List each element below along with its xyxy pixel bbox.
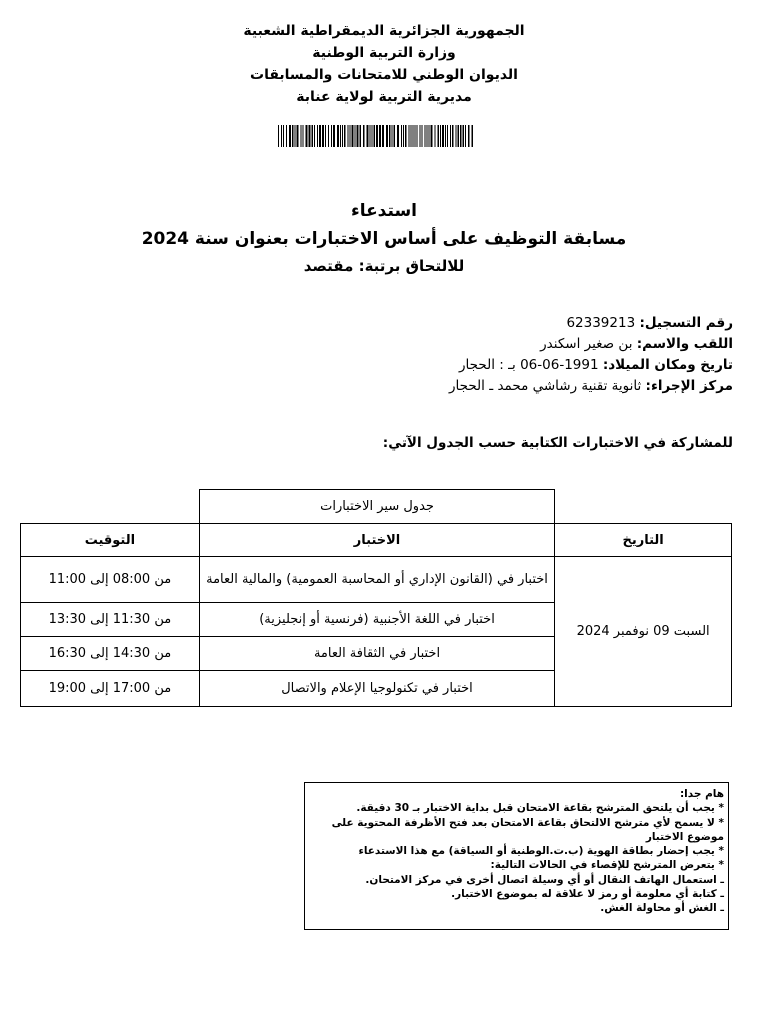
table-row (21, 557, 732, 603)
registration-value: 62339213 (566, 315, 636, 331)
center-label: مركز الإجراء: (645, 378, 733, 394)
name-row (233, 334, 733, 355)
candidate-info (233, 313, 733, 397)
name-value: بن صغير اسكندر (540, 336, 633, 352)
birth-label: تاريخ ومكان الميلاد: (602, 357, 733, 373)
column-header-exam: الاختبار (199, 524, 554, 557)
center-value: ثانوية تقنية رشاشي محمد ـ الحجار (449, 378, 642, 394)
header-line-4: مديرية التربية لولاية عنابة (296, 89, 472, 105)
document-header (0, 20, 768, 108)
schedule-title: جدول سير الاختبارات (199, 490, 554, 524)
column-header-date: التاريخ (555, 524, 732, 557)
header-line-2: وزارة التربية الوطنية (312, 45, 456, 61)
notes-heading: هام جدا: (679, 788, 724, 800)
note-line: ـ كتابة أي معلومة أو رمز لا علاقة له بموضوع الاختبار. (451, 888, 724, 901)
name-label: اللقب والاسم: (636, 336, 733, 352)
barcode (278, 125, 473, 147)
registration-label: رقم التسجيل: (639, 315, 733, 331)
exam-time: من 14:30 إلى 16:30 (21, 637, 200, 671)
contest-title: مسابقة التوظيف على أساس الاختبارات بعنوان سنة 2024 (141, 229, 627, 249)
exam-time: من 17:00 إلى 19:00 (21, 671, 200, 707)
header-line-3: الديوان الوطني للامتحانات والمسابقات (250, 67, 518, 83)
exam-name: اختبار في تكنولوجيا الإعلام والاتصال (199, 671, 554, 707)
exam-time: من 11:30 إلى 13:30 (21, 603, 200, 637)
note-line: ـ الغش أو محاولة الغش. (600, 902, 724, 915)
document-title: استدعاء (351, 201, 417, 221)
birth-value: 1991-06-06 بـ : الحجار (459, 357, 599, 373)
header-line-1: الجمهورية الجزائرية الديمقراطية الشعبية (243, 23, 525, 39)
rank-title: للالتحاق برتبة: مقتصد (303, 257, 465, 275)
note-line: * يجب أن يلتحق المترشح بقاعة الامتحان قبل بداية الاختبار بـ 30 دقيقة. (356, 802, 724, 815)
center-row (233, 376, 733, 397)
title-block (0, 197, 768, 279)
intro-text: للمشاركة في الاختبارات الكتابية حسب الجدول الآتي: (382, 435, 733, 451)
exam-time: من 08:00 إلى 11:00 (21, 557, 200, 603)
important-notes-box (304, 782, 729, 930)
exam-name: اختبار في الثقافة العامة (199, 637, 554, 671)
note-line: ـ استعمال الهاتف النقال أو أي وسيلة اتصال أخرى في مركز الامتحان. (365, 873, 724, 886)
registration-row (233, 313, 733, 334)
exam-name: اختبار في (القانون الإداري أو المحاسبة العمومية) والمالية العامة (199, 557, 554, 603)
note-line: * يجب إحضار بطاقة الهوية (ب.ت.الوطنية أو السياقة) مع هذا الاستدعاء (358, 845, 724, 858)
note-line: * لا يسمح لأي مترشح الالتحاق بقاعة الامتحان بعد فتح الأظرفة المحتوية على موضوع الاختبار (331, 816, 724, 843)
column-header-time: التوقيت (21, 524, 200, 557)
exam-name: اختبار في اللغة الأجنبية (فرنسية أو إنجليزية) (199, 603, 554, 637)
schedule-table (20, 489, 732, 707)
note-line: * يتعرض المترشح للإقصاء في الحالات التالية: (490, 859, 724, 872)
exam-date: السبت 09 نوفمبر 2024 (555, 557, 732, 707)
birth-row (233, 355, 733, 376)
